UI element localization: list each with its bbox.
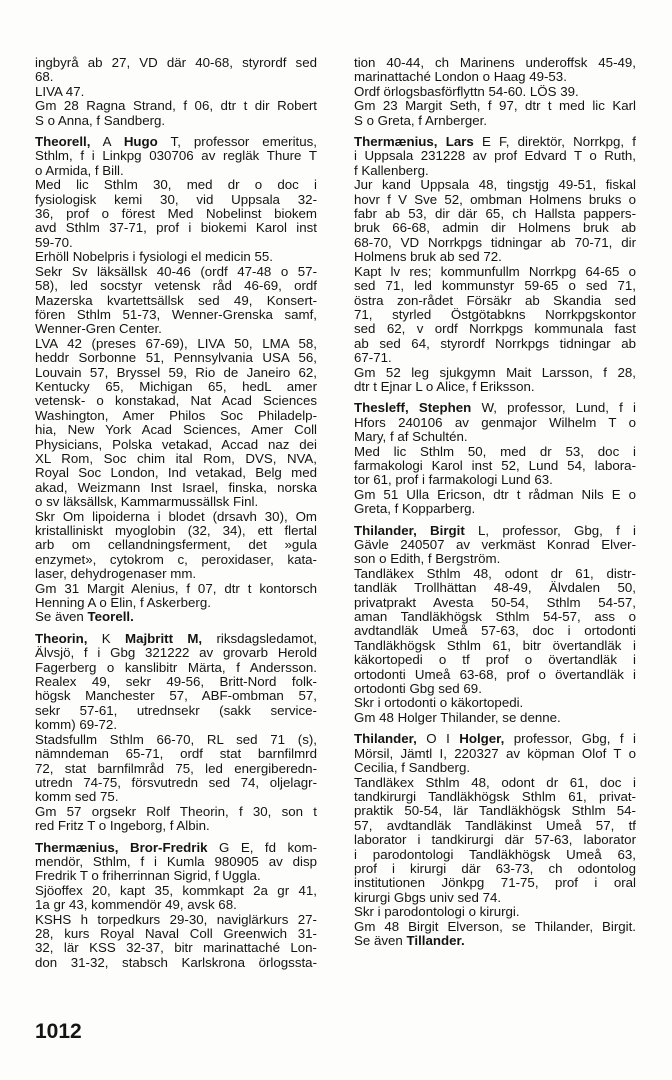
entry-text: 59-70. [35, 234, 73, 250]
text-line [35, 466, 317, 480]
entry-text: Mary, f af Schultén. [354, 429, 468, 445]
entry-text: Gm 57 orgsekr Rolf Theorin, f 30, son t [35, 803, 317, 819]
entry-text: i parodontologi Tandläkhögsk Umeå 63, [354, 846, 636, 862]
entry-text: G E, fd kom- [207, 839, 317, 855]
entry-text: högsk Manchester 57, ABF-ombman 57, [35, 688, 317, 704]
entry-name: Thermænius, Bror-Fredrik [35, 839, 208, 855]
entry-text: tandkirurgi Tandläkhögsk Sthlm 61, privat- [354, 788, 636, 804]
text-line [35, 841, 317, 855]
entry-text: Skr Om lipoiderna i blodet (drsavh 30), Om [35, 508, 317, 524]
text-line [35, 510, 317, 524]
text-line [354, 308, 636, 322]
entry-text: bruk 66-68, admin dir Holmens bruk ab [354, 220, 636, 236]
entry-text: 58), led socstyr vetensk råd 46-69, ordf [35, 278, 317, 294]
entry-text: fören Sthlm 51-73, Wenner-Grenska samf, [35, 306, 317, 322]
entry-text: Fredrik T o friherrinnan Sigrid, f Uggla. [35, 868, 261, 884]
text-line [35, 747, 317, 761]
text-line [35, 819, 317, 833]
biography-entry [354, 135, 636, 394]
entry-text: Se även [354, 932, 407, 948]
entry-text: avd Sthlm 37-71, prof i biokemi Karol inst [35, 220, 317, 236]
entry-given-name: Majbritt M, [125, 630, 203, 646]
entry-name: Theorell, [35, 134, 91, 150]
entry-text: Royal Soc London, Ind vetakad, Belg med [35, 465, 317, 481]
text-line [35, 394, 317, 408]
entry-text: Greta, f Kopparberg. [354, 501, 476, 517]
text-line [35, 99, 317, 113]
text-line [35, 279, 317, 293]
text-line [354, 696, 636, 710]
biography-entry [35, 56, 317, 128]
entry-text: K [87, 630, 125, 646]
entry-text: L, professor, Gbg, f i [464, 522, 636, 538]
text-line [354, 538, 636, 552]
text-line [35, 236, 317, 250]
entry-text: komm) 69-72. [35, 717, 118, 733]
text-line [35, 646, 317, 660]
text-line [35, 661, 317, 675]
entry-text: Kapt lv res; kommunfullm Norrkpg 64-65 o [354, 263, 636, 279]
text-line [35, 790, 317, 804]
biography-entry [35, 135, 317, 625]
text-line [35, 927, 317, 941]
text-line [35, 898, 317, 912]
text-line [354, 596, 636, 610]
entry-text: ortodonti Gbg sed 69. [354, 681, 482, 697]
text-line [354, 653, 636, 667]
text-line [35, 149, 317, 163]
text-line [354, 135, 636, 149]
entry-text: arb om cellandningsferment, det »gula [35, 537, 317, 553]
text-line [35, 941, 317, 955]
entry-text: institutionen Jönkpg 71-75, prof i oral [354, 875, 636, 891]
text-line [35, 70, 317, 84]
text-line [35, 553, 317, 567]
entry-text: Tandläkhögsk Sthlm 61, bitr övertandläk i [354, 637, 636, 653]
text-line [35, 423, 317, 437]
entry-text: T, professor emeritus, [157, 134, 317, 150]
text-line [35, 567, 317, 581]
entry-text: XL Rom, Soc chim ital Rom, DVS, NVA, [35, 450, 317, 466]
entry-text: kristalliniskt myoglobin (32, 34), ett flertal [35, 523, 317, 538]
entry-text: S o Anna, f Sandberg. [35, 112, 166, 128]
text-line [354, 70, 636, 84]
text-line [35, 582, 317, 596]
entry-name: Thesleff, Stephen [354, 400, 472, 416]
text-line [354, 920, 636, 934]
entry-text: ab sed 64, styrordf Norrkpgs tidningar ab [354, 335, 636, 351]
text-line [354, 149, 636, 163]
entry-given-name: Holger, [459, 731, 505, 747]
entry-text: prof i kirurgi där 63-73, ch odontolog [354, 860, 636, 876]
entry-name: Thilander, [354, 731, 417, 747]
text-line [35, 884, 317, 898]
biography-entry [354, 56, 636, 128]
entry-text: Skr i parodontologi o kirurgi. [354, 904, 520, 920]
entry-text: ingbyrå ab 27, VD där 40-68, styrordf sed [35, 55, 317, 70]
cross-reference: Teorell. [87, 609, 134, 625]
entry-text: käkortopedi o tf prof o övertandläk i [354, 652, 636, 668]
text-line [354, 668, 636, 682]
entry-text: praktik 50-54, lär Tandläkhögsk Sthlm 54- [354, 803, 636, 819]
entry-text: Mazerska kvartettsällsk sed 49, Konsert- [35, 292, 317, 308]
entry-text: laborator i tandkirurgi där 57-63, laborator [354, 832, 636, 848]
text-line [35, 452, 317, 466]
text-line [354, 279, 636, 293]
entry-text: Jur kand Uppsala 48, tingstjg 49-51, fiskal [354, 177, 636, 193]
entry-text: Kentucky 65, Michigan 65, hedL amer [35, 378, 317, 394]
entry-text: Skr i ortodonti o käkortopedi. [354, 695, 524, 711]
text-line [35, 409, 317, 423]
text-line [35, 869, 317, 883]
entry-text: Gm 52 leg sjukgymn Mait Larsson, f 28, [354, 364, 636, 380]
entry-text: tor 61, prof i farmakologi Lund 63. [354, 472, 553, 488]
text-line [354, 488, 636, 502]
entry-text: Se även [35, 609, 88, 625]
entry-text: 68-70, VD Norrkpgs tidningar ab 70-71, dir [354, 234, 636, 250]
text-line [35, 776, 317, 790]
entry-text: son o Edith, f Bergström. [354, 551, 501, 567]
entry-text: Tandläkex Sthlm 48, odont dr 61, distr- [354, 565, 636, 581]
entry-text: östra zon-rådet Försäkr ab Skandia sed [354, 292, 636, 308]
entry-text: komm sed 75. [35, 789, 119, 805]
entry-text: Sthlm, f i Linkpg 030706 av regläk Thure T [35, 148, 317, 164]
text-line [354, 366, 636, 380]
right-column [354, 56, 636, 955]
entry-text: Älvsjö, f i Gbg 321222 av grovarb Herold [35, 645, 317, 661]
text-line [35, 337, 317, 351]
text-line [35, 178, 317, 192]
text-line [35, 495, 317, 509]
entry-text: enzymet», cytokrom c, peroxidaser, kata- [35, 551, 317, 567]
entry-text: Wenner-Gren Center. [35, 321, 162, 337]
text-line [354, 85, 636, 99]
text-line [354, 552, 636, 566]
text-line [35, 610, 317, 624]
entry-text: hia, New York Acad Sciences, Amer Coll [35, 422, 317, 438]
text-line [35, 733, 317, 747]
entry-text: Stadsfullm Sthlm 66-70, RL sed 71 (s), [35, 731, 317, 747]
text-line [354, 833, 636, 847]
entry-text: S o Greta, f Arnberger. [354, 112, 488, 128]
text-line [35, 596, 317, 610]
entry-text: fabr ab 53, dir där 65, ch Hallsta pappers- [354, 206, 636, 222]
entry-text: 32, lär KSS 32-37, bitr marinattaché Lon- [35, 940, 317, 956]
entry-text: aman Tandläkhögsk Sthlm 54-57, ass o [354, 609, 636, 625]
entry-text: fysiologisk kemi 30, vid Uppsala 32- [35, 191, 317, 207]
text-line [35, 956, 317, 970]
entry-text: dtr t Ejnar L o Alice, f Eriksson. [354, 378, 535, 394]
entry-text: ortodonti Umeå 63-68, prof o övertandläk i [354, 666, 636, 682]
text-line [354, 502, 636, 516]
entry-text: Fagerberg o kanslibitr Märta, f Andersson. [35, 659, 317, 675]
text-line [354, 747, 636, 761]
biography-entry [354, 524, 636, 726]
text-line [35, 718, 317, 732]
entry-text: 28, kurs Royal Naval Coll Greenwich 31- [35, 925, 317, 941]
entry-text: Tandläkex Sthlm 48, odont dr 61, doc i [354, 774, 636, 790]
entry-text: riksdagsledamot, [202, 630, 317, 646]
text-line [354, 711, 636, 725]
entry-text: 71, styrled Östgötabkns Norrkpgskontor [354, 306, 636, 322]
entry-text: i Uppsala 231228 av prof Edvard T o Ruth, [354, 148, 636, 164]
biography-entry [35, 632, 317, 834]
text-line [354, 351, 636, 365]
text-line [35, 632, 317, 646]
entry-text: Med lic Sthlm 30, med dr o doc i [35, 177, 317, 193]
text-line [35, 380, 317, 394]
entry-text: o sv läksällsk, Kammarmussällsk Finl. [35, 494, 259, 510]
text-line [354, 380, 636, 394]
text-line [354, 265, 636, 279]
text-line [35, 294, 317, 308]
entry-text: Gm 28 Ragna Strand, f 06, dtr t dir Robert [35, 98, 317, 114]
entry-text: Sjöoffex 20, kapt 35, kommkapt 2a gr 41, [35, 882, 317, 898]
entry-text: tandläk Trollhättan 48-49, Älvdalen 50, [354, 580, 636, 596]
text-line [35, 56, 317, 70]
text-line [354, 178, 636, 192]
text-line [354, 761, 636, 775]
text-line [35, 689, 317, 703]
entry-text: vetensk- o konstakad, Nat Acad Sciences [35, 393, 317, 409]
entry-text: Med lic Sthlm 50, med dr 53, doc i [354, 443, 636, 459]
text-line [35, 481, 317, 495]
text-line [354, 430, 636, 444]
entry-text: 67-71. [354, 350, 392, 366]
text-line [35, 85, 317, 99]
text-line [354, 682, 636, 696]
text-line [354, 905, 636, 919]
entry-text: f Kallenberg. [354, 162, 429, 178]
entry-text: Cecilia, f Sandberg. [354, 760, 471, 776]
entry-given-name: Hugo [123, 134, 158, 150]
text-line [354, 790, 636, 804]
text-line [354, 891, 636, 905]
entry-text: Gävle 240507 av verkmäst Konrad Elver- [354, 537, 636, 552]
text-line [354, 250, 636, 264]
text-line [354, 164, 636, 178]
text-line [35, 366, 317, 380]
text-line [35, 913, 317, 927]
entry-text: Holmens bruk ab sed 72. [354, 249, 502, 265]
text-line [35, 265, 317, 279]
text-line [35, 164, 317, 178]
text-line [35, 538, 317, 552]
text-line [35, 855, 317, 869]
entry-text: W, professor, Lund, f i [471, 400, 637, 416]
text-line [354, 524, 636, 538]
text-line [354, 459, 636, 473]
text-line [35, 438, 317, 452]
entry-text: red Fritz T o Ingeborg, f Albin. [35, 818, 210, 834]
entry-text: sekr 57-61, utrednsekr (sakk service- [35, 702, 317, 718]
entry-text: marinattaché London o Haag 49-53. [354, 69, 567, 85]
entry-text: 36, prof o förest Med Nobelinst biokem [35, 206, 317, 222]
text-line [354, 819, 636, 833]
text-line [354, 639, 636, 653]
cross-reference: Tillander. [406, 932, 465, 948]
text-line [354, 221, 636, 235]
text-line [354, 876, 636, 890]
text-line [354, 114, 636, 128]
entry-text: utredn 74-75, försvutredn sed 74, oljelagr- [35, 774, 317, 790]
text-line [354, 207, 636, 221]
text-line [35, 704, 317, 718]
text-line [354, 581, 636, 595]
entry-name: Theorin, [35, 630, 88, 646]
entry-text: hovr f V Sve 52, ombman Holmens bruks o [354, 191, 636, 207]
text-line [35, 322, 317, 336]
entry-text: mendör, Sthlm, f i Kumla 980905 av disp [35, 853, 317, 869]
entry-text: sed 62, v ordf Norrkpgs kommunala fast [354, 321, 636, 337]
text-line [354, 732, 636, 746]
text-line [354, 416, 636, 430]
entry-text: kirurgi Gbgs univ sed 74. [354, 889, 502, 905]
text-line [354, 322, 636, 336]
text-line [35, 805, 317, 819]
biography-entry [354, 732, 636, 948]
entry-text: O I [416, 731, 460, 747]
text-line [354, 445, 636, 459]
entry-text: LVA 42 (preses 67-69), LIVA 50, LMA 58, [35, 335, 317, 351]
text-line [35, 762, 317, 776]
entry-text: o Armida, f Bill. [35, 162, 124, 178]
entry-text: Sekr Sv läksällsk 40-46 (ordf 47-48 o 57- [35, 263, 317, 279]
entry-text: professor, Gbg, f i [504, 731, 636, 747]
entry-text: Gm 48 Holger Thilander, se denne. [354, 709, 561, 725]
text-line [354, 401, 636, 415]
text-line [354, 473, 636, 487]
entry-text: Mörsil, Jämtl I, 220327 av köpman Olof T o [354, 745, 636, 761]
entry-text: Hfors 240106 av genmajor Wilhelm T o [354, 414, 636, 430]
text-line [354, 56, 636, 70]
biography-entry [354, 401, 636, 516]
entry-text: Physicians, Polska vetakad, Accad naz dei [35, 436, 317, 452]
text-line [354, 567, 636, 581]
entry-text: Gm 31 Margit Alenius, f 07, dtr t kontorsch [35, 580, 317, 596]
entry-text: laser, dehydrogenaser mm. [35, 566, 197, 582]
entry-text: tion 40-44, ch Marinens underoffsk 45-49, [354, 55, 636, 70]
text-line [35, 135, 317, 149]
text-line [35, 524, 317, 538]
text-line [354, 804, 636, 818]
entry-text: Washington, Amer Philos Soc Philadelp- [35, 407, 317, 423]
entry-text: don 31-32, stabsch Karlskrona örlogssta- [35, 954, 317, 970]
text-line [354, 934, 636, 948]
entry-text: Louvain 57, Bryssel 59, Rio de Janeiro 62, [35, 364, 317, 380]
text-line [354, 610, 636, 624]
text-line [35, 675, 317, 689]
entry-text: Gm 23 Margit Seth, f 97, dtr t med lic Karl [354, 98, 636, 114]
biography-entry [35, 841, 317, 971]
entry-text: avdtandläk Umeå 57-63, doc i ortodonti [354, 623, 636, 639]
entry-text: akad, Weizmann Inst Israel, finska, norska [35, 479, 317, 495]
text-line [354, 776, 636, 790]
entry-text: KSHS h torpedkurs 29-30, naviglärkurs 27- [35, 911, 317, 927]
text-line [354, 862, 636, 876]
entry-text: Ordf örlogsbasförflyttn 54-60. LÖS 39. [354, 83, 579, 99]
entry-text: Erhöll Nobelpris i fysiologi el medicin 55. [35, 249, 273, 265]
text-line [35, 114, 317, 128]
text-line [354, 193, 636, 207]
page-number: 1012 [35, 1020, 82, 1043]
entry-text: Gm 48 Birgit Elverson, se Thilander, Birgit. [354, 918, 636, 934]
entry-text: nämndeman 65-71, ordf stat barnfilmrd [35, 746, 317, 762]
entry-text: farmakologi Karol inst 52, Lund 54, labora- [354, 457, 636, 473]
entry-name: Thilander, Birgit [354, 522, 465, 538]
text-line [354, 848, 636, 862]
entry-text: Gm 51 Ulla Ericson, dtr t rådman Nils E o [354, 486, 636, 502]
text-line [35, 250, 317, 264]
entry-name: Thermænius, Lars [354, 134, 474, 150]
entry-text: Realex 49, sekr 49-56, Britt-Nord folk- [35, 674, 317, 690]
entry-text: privatprakt Avesta 50-54, Sthlm 54-57, [354, 594, 636, 610]
entry-text: 68. [35, 69, 54, 85]
text-line [354, 99, 636, 113]
text-line [35, 308, 317, 322]
entry-text: sed 71, led kommunstyr 59-65 o sed 71, [354, 278, 636, 294]
entry-text: A [90, 134, 124, 150]
text-line [354, 236, 636, 250]
text-line [354, 337, 636, 351]
text-line [35, 193, 317, 207]
left-column [35, 56, 317, 977]
entry-text: 1a gr 43, kommendör 49, avsk 68. [35, 897, 237, 913]
text-line [354, 294, 636, 308]
entry-text: Henning A o Elin, f Askerberg. [35, 595, 211, 611]
text-line [35, 207, 317, 221]
text-line [35, 221, 317, 235]
entry-text: 57, avdtandläk Tandläkinst Umeå 57, tf [354, 817, 636, 833]
entry-text: 72, stat barnfilmråd 75, led energiberedn- [35, 760, 317, 776]
entry-text: heddr Sorbonne 51, Pennsylvania USA 56, [35, 350, 317, 366]
text-line [35, 351, 317, 365]
entry-text: LIVA 47. [35, 83, 85, 99]
text-line [354, 624, 636, 638]
entry-text: E F, direktör, Norrkpg, f [473, 134, 636, 150]
